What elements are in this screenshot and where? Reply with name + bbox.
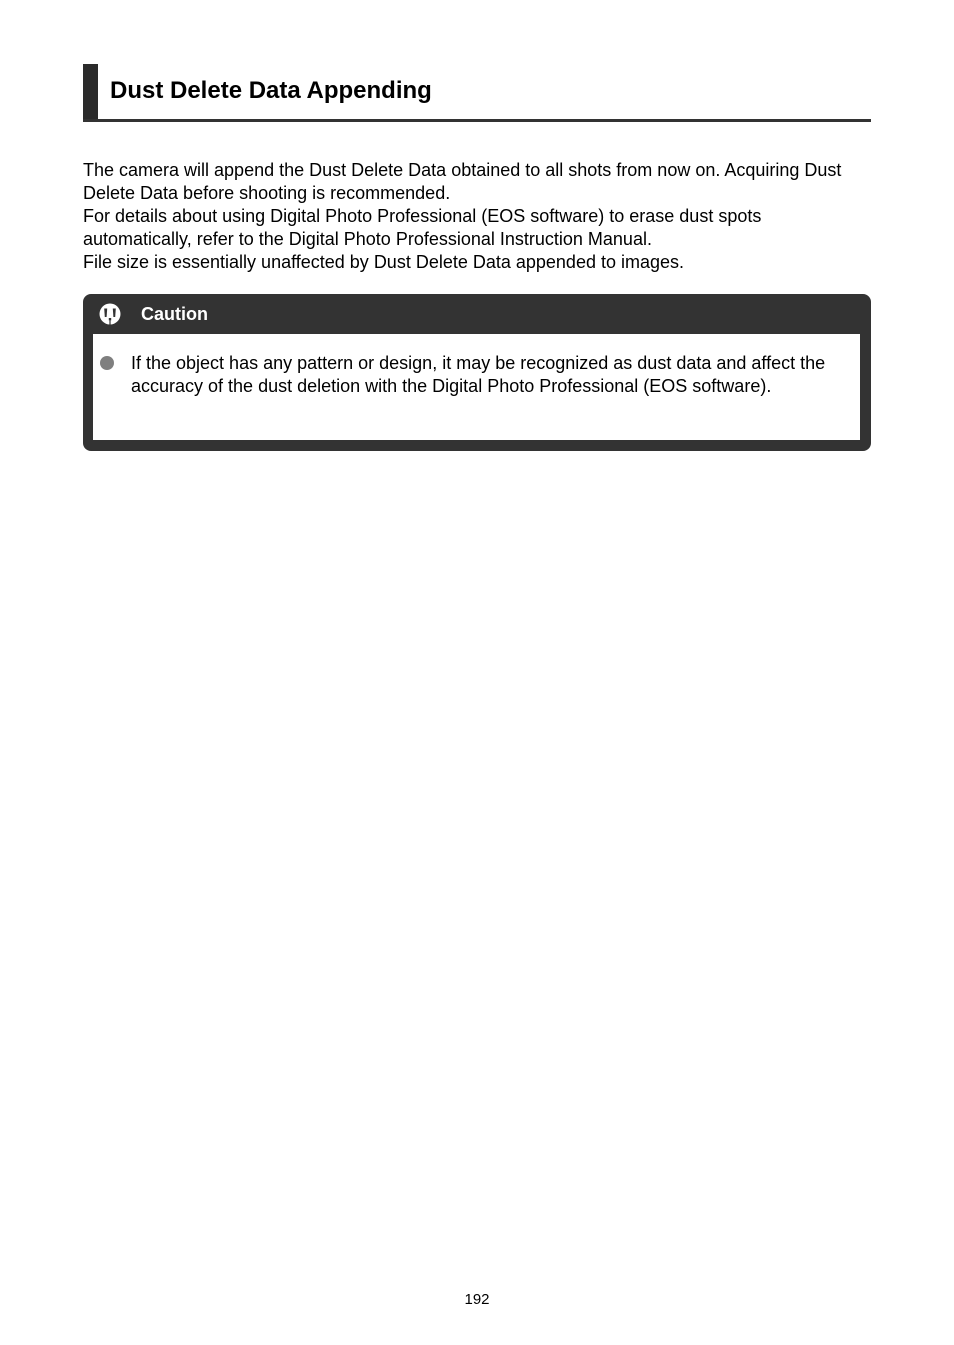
page-number: 192 [464, 1291, 490, 1308]
caution-box [83, 294, 871, 451]
section-heading [83, 64, 871, 122]
body-paragraph: For details about using Digital Photo Professional (EOS software) to erase dust spots automatically, refer to the Digital Photo Professional Instruction Manual. [83, 206, 762, 249]
caution-header [83, 294, 871, 334]
body-paragraph: The camera will append the Dust Delete Data obtained to all shots from now on. Acquiring Dust Delete Data before shooting is recommended. [83, 160, 842, 203]
heading-accent-bar [83, 64, 98, 119]
caution-title: Caution [141, 304, 208, 324]
page-title: Dust Delete Data Appending [110, 77, 432, 104]
bullet-icon [100, 356, 114, 370]
caution-item-text: If the object has any pattern or design, it may be recognized as dust data and affect the accuracy of the dust deletion with the Digital Photo Professional (EOS software). [131, 353, 826, 396]
body-text [83, 159, 873, 274]
caution-content [93, 334, 860, 440]
caution-icon [99, 303, 121, 325]
body-paragraph: File size is essentially unaffected by Dust Delete Data appended to images. [83, 252, 685, 272]
